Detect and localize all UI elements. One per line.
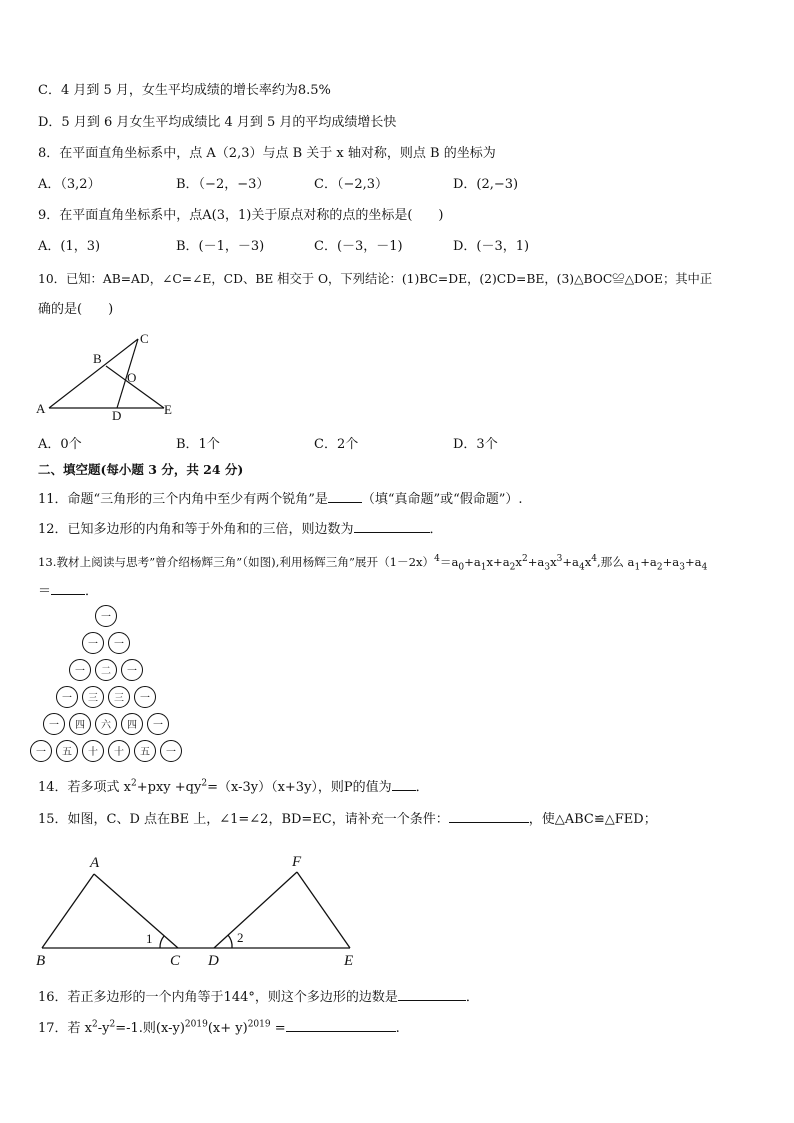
q13-answer-blank	[51, 582, 85, 595]
q11-answer-blank	[328, 490, 362, 503]
label-a: A	[90, 855, 100, 871]
angle-1-arc	[160, 936, 164, 948]
triangle-cell-number: 一	[49, 720, 59, 731]
q13-text-a: 13.教材上阅读与思考”曾介绍杨辉三角”（如图),利用杨辉三角”展开（1－2x）	[38, 555, 435, 569]
q14-answer-blank	[392, 778, 416, 791]
q10-stem-line2: 确的是( )	[38, 302, 114, 317]
label-e: E	[164, 402, 172, 417]
q13-text-k: ,那么 a	[597, 555, 635, 569]
q11	[38, 490, 523, 509]
q13-text-f: +a	[527, 555, 545, 569]
q13-text-m: +a	[662, 555, 680, 569]
segment-ab	[42, 874, 94, 948]
q13-text-b: ＝a	[439, 555, 459, 569]
label-d: D	[112, 408, 122, 423]
q11-pre: 11．命题“三角形的三个内角中至少有两个锐角”是	[38, 492, 328, 507]
triangle-cell-number: 六	[101, 720, 111, 731]
q14-text-c: =（x-3y）（x+3y），则P的值为	[207, 780, 392, 795]
q16-post: ．	[465, 990, 479, 1005]
q17-text-c: =-1.则(x-y)	[115, 1021, 185, 1036]
q13-sup-3: 3	[556, 554, 563, 565]
q13-equals: ＝	[38, 584, 52, 599]
q14-text-a: 14．若多项式 x	[38, 780, 132, 795]
q13-text-n: +a	[684, 555, 702, 569]
triangle-cell	[109, 687, 130, 708]
triangle-cell-number: 一	[127, 666, 137, 677]
q13-sum-sub-3: 3	[679, 562, 685, 573]
label-angle-2: 2	[237, 930, 244, 945]
triangle-cell-number: 一	[88, 639, 98, 650]
q12-answer-blank	[354, 520, 430, 533]
q10-stem-line1: 10．已知：AB=AD，∠C=∠E，CD、BE 相交于 O，下列结论：(1)BC=DE，(2)CD=BE，(3)△BOC≌△DOE；其中正	[38, 272, 713, 286]
q10-option-d: D．3个	[453, 437, 498, 452]
triangle-cell-number: 五	[62, 747, 72, 758]
triangle-cell-number: 十	[114, 747, 124, 758]
triangle-cell	[135, 741, 156, 762]
triangle-cell	[148, 714, 169, 735]
triangle-cell	[31, 741, 52, 762]
q9-option-a: A．(1，3)	[38, 239, 101, 254]
triangle-cell	[44, 714, 65, 735]
q8-option-b: B．（−2，−3）	[176, 177, 270, 192]
q13-line2	[38, 582, 98, 601]
q8-option-a: A．（3,2）	[38, 177, 101, 192]
q7-option-c: C．4 月到 5 月，女生平均成绩的增长率约为8.5%	[38, 83, 331, 98]
triangle-cell-number: 一	[153, 720, 163, 731]
q13-text-h: +a	[562, 555, 579, 569]
triangle-cell-number: 四	[75, 720, 85, 731]
q15-triangles-figure	[36, 850, 366, 972]
segment-ac	[49, 339, 138, 408]
triangle-cell-number: 一	[62, 693, 72, 704]
q13-stem	[38, 553, 707, 571]
q13-sum-sub-1: 1	[634, 562, 641, 573]
q13-text-j: x	[584, 555, 592, 569]
q10-option-b: B．1个	[176, 437, 220, 452]
section-heading-fill-in: 二、填空题(每小题 3 分，共 24 分)	[38, 462, 244, 477]
q8-option-c: C．（−2,3）	[314, 177, 389, 192]
triangle-cell	[122, 660, 143, 681]
segment-fe	[297, 872, 350, 948]
q13-sup-exp: 4	[434, 554, 440, 565]
q13-text-g: x	[550, 555, 557, 569]
q11-post: （填“真命题”或“假命题”）.	[361, 492, 523, 507]
triangle-cell	[135, 687, 156, 708]
q7-option-d: D．5 月到 6 月女生平均成绩比 4 月到 5 月的平均成绩增长快	[38, 115, 397, 130]
triangle-cell	[83, 687, 104, 708]
triangle-cell	[83, 633, 104, 654]
q15-pre: 15．如图，C、D 点在BE 上，∠1=∠2，BD=EC，请补充一个条件：	[38, 812, 449, 827]
triangle-cell	[70, 660, 91, 681]
q17	[38, 1019, 400, 1038]
q10-triangle-figure	[36, 330, 181, 422]
label-o: O	[127, 370, 137, 385]
triangle-cell	[161, 741, 182, 762]
q14-sup-1: 2	[131, 778, 137, 789]
q8-option-d: D．(2,−3)	[453, 177, 519, 192]
q17-sup-1: 2	[92, 1019, 98, 1030]
q12-pre: 12．已知多边形的内角和等于外角和的三倍，则边数为	[38, 522, 354, 537]
q14	[38, 778, 429, 797]
q17-answer-blank	[286, 1019, 396, 1032]
q13-sub-4: 4	[578, 562, 585, 573]
q13-sub-1: 1	[480, 562, 487, 573]
q16	[38, 988, 479, 1007]
label-a: A	[36, 401, 46, 416]
triangle-cell	[83, 741, 104, 762]
q13-sub-2: 2	[509, 562, 516, 573]
q12	[38, 520, 443, 539]
label-c: C	[140, 331, 149, 346]
q13-sum-sub-2: 2	[656, 562, 663, 573]
triangle-cell-number: 一	[166, 747, 176, 758]
triangle-cell	[57, 741, 78, 762]
triangle-cell-number: 三	[88, 693, 98, 704]
label-angle-1: 1	[146, 931, 153, 946]
triangle-cell	[122, 714, 143, 735]
label-e: E	[344, 953, 354, 969]
triangle-cell-number: 一	[140, 693, 150, 704]
triangle-cell-number: 一	[114, 639, 124, 650]
q9-option-c: C．(－3，－1)	[314, 239, 403, 254]
triangle-cell	[109, 741, 130, 762]
triangle-cell-number: 一	[36, 747, 46, 758]
q13-text-d: x+a	[486, 555, 510, 569]
q17-sup-2: 2	[109, 1019, 116, 1030]
q17-sup-4: 2019	[247, 1019, 271, 1030]
triangle-cell	[57, 687, 78, 708]
q17-sup-3: 2019	[184, 1019, 208, 1030]
q15-answer-blank	[449, 810, 529, 823]
segment-ac	[94, 874, 178, 948]
triangle-cell	[96, 714, 117, 735]
q16-answer-blank	[398, 988, 466, 1001]
q13-text-e: x	[515, 555, 522, 569]
triangle-cell-number: 五	[140, 747, 150, 758]
triangle-cell-number: 三	[114, 693, 124, 704]
segment-df	[214, 872, 297, 948]
q12-post: ．	[429, 522, 443, 537]
q13-sub-0: 0	[458, 562, 465, 573]
q9-option-d: D．(－3，1)	[453, 239, 530, 254]
q17-text-a: 17．若 x	[38, 1021, 93, 1036]
q14-text-b: +pxy +qy	[136, 780, 202, 795]
angle-2-arc	[228, 935, 232, 948]
q17-text-f: .	[395, 1021, 400, 1036]
q8-stem: 8．在平面直角坐标系中，点 A（2,3）与点 B 关于 x 轴对称，则点 B 的坐标为	[38, 146, 496, 161]
label-b: B	[36, 953, 46, 969]
triangle-cell	[96, 606, 117, 627]
label-b: B	[93, 351, 102, 366]
triangle-cell-number: 一	[75, 666, 85, 677]
q13-period: ．	[85, 584, 99, 599]
q15-post: ，使△ABC≌△FED；	[528, 812, 657, 827]
q9-option-b: B．(－1，－3)	[176, 239, 265, 254]
triangle-cell-number: 一	[101, 612, 111, 623]
q14-text-d: ．	[415, 780, 429, 795]
triangle-cell	[70, 714, 91, 735]
q10-option-c: C．2个	[314, 437, 359, 452]
q13-text-c: +a	[464, 555, 481, 569]
q16-pre: 16．若正多边形的一个内角等于144°，则这个多边形的边数是	[38, 990, 398, 1005]
triangle-cell-number: 四	[127, 720, 137, 731]
triangle-cell	[109, 633, 130, 654]
triangle-cell	[96, 660, 117, 681]
triangle-cell-number: 二	[101, 666, 111, 677]
q13-sup-4: 4	[591, 554, 597, 565]
q14-sup-2: 2	[201, 778, 208, 789]
triangle-cell-number: 十	[88, 747, 98, 758]
q17-text-b: -y	[97, 1021, 110, 1036]
q17-text-e: =	[270, 1021, 286, 1036]
q13-sub-3: 3	[544, 562, 551, 573]
q13-text-l: +a	[640, 555, 657, 569]
label-d: D	[208, 953, 219, 969]
q9-stem: 9．在平面直角坐标系中，点A(3，1)关于原点对称的点的坐标是( )	[38, 208, 444, 223]
label-c: C	[170, 953, 181, 969]
q13-yanghui-triangle-figure	[36, 604, 186, 770]
q10-option-a: A．0个	[38, 437, 82, 452]
label-f: F	[292, 854, 302, 870]
q15	[38, 810, 657, 829]
q13-sup-2: 2	[521, 554, 528, 565]
q13-sum-sub-4: 4	[701, 562, 708, 573]
q17-text-d: (x+ y)	[207, 1021, 248, 1036]
